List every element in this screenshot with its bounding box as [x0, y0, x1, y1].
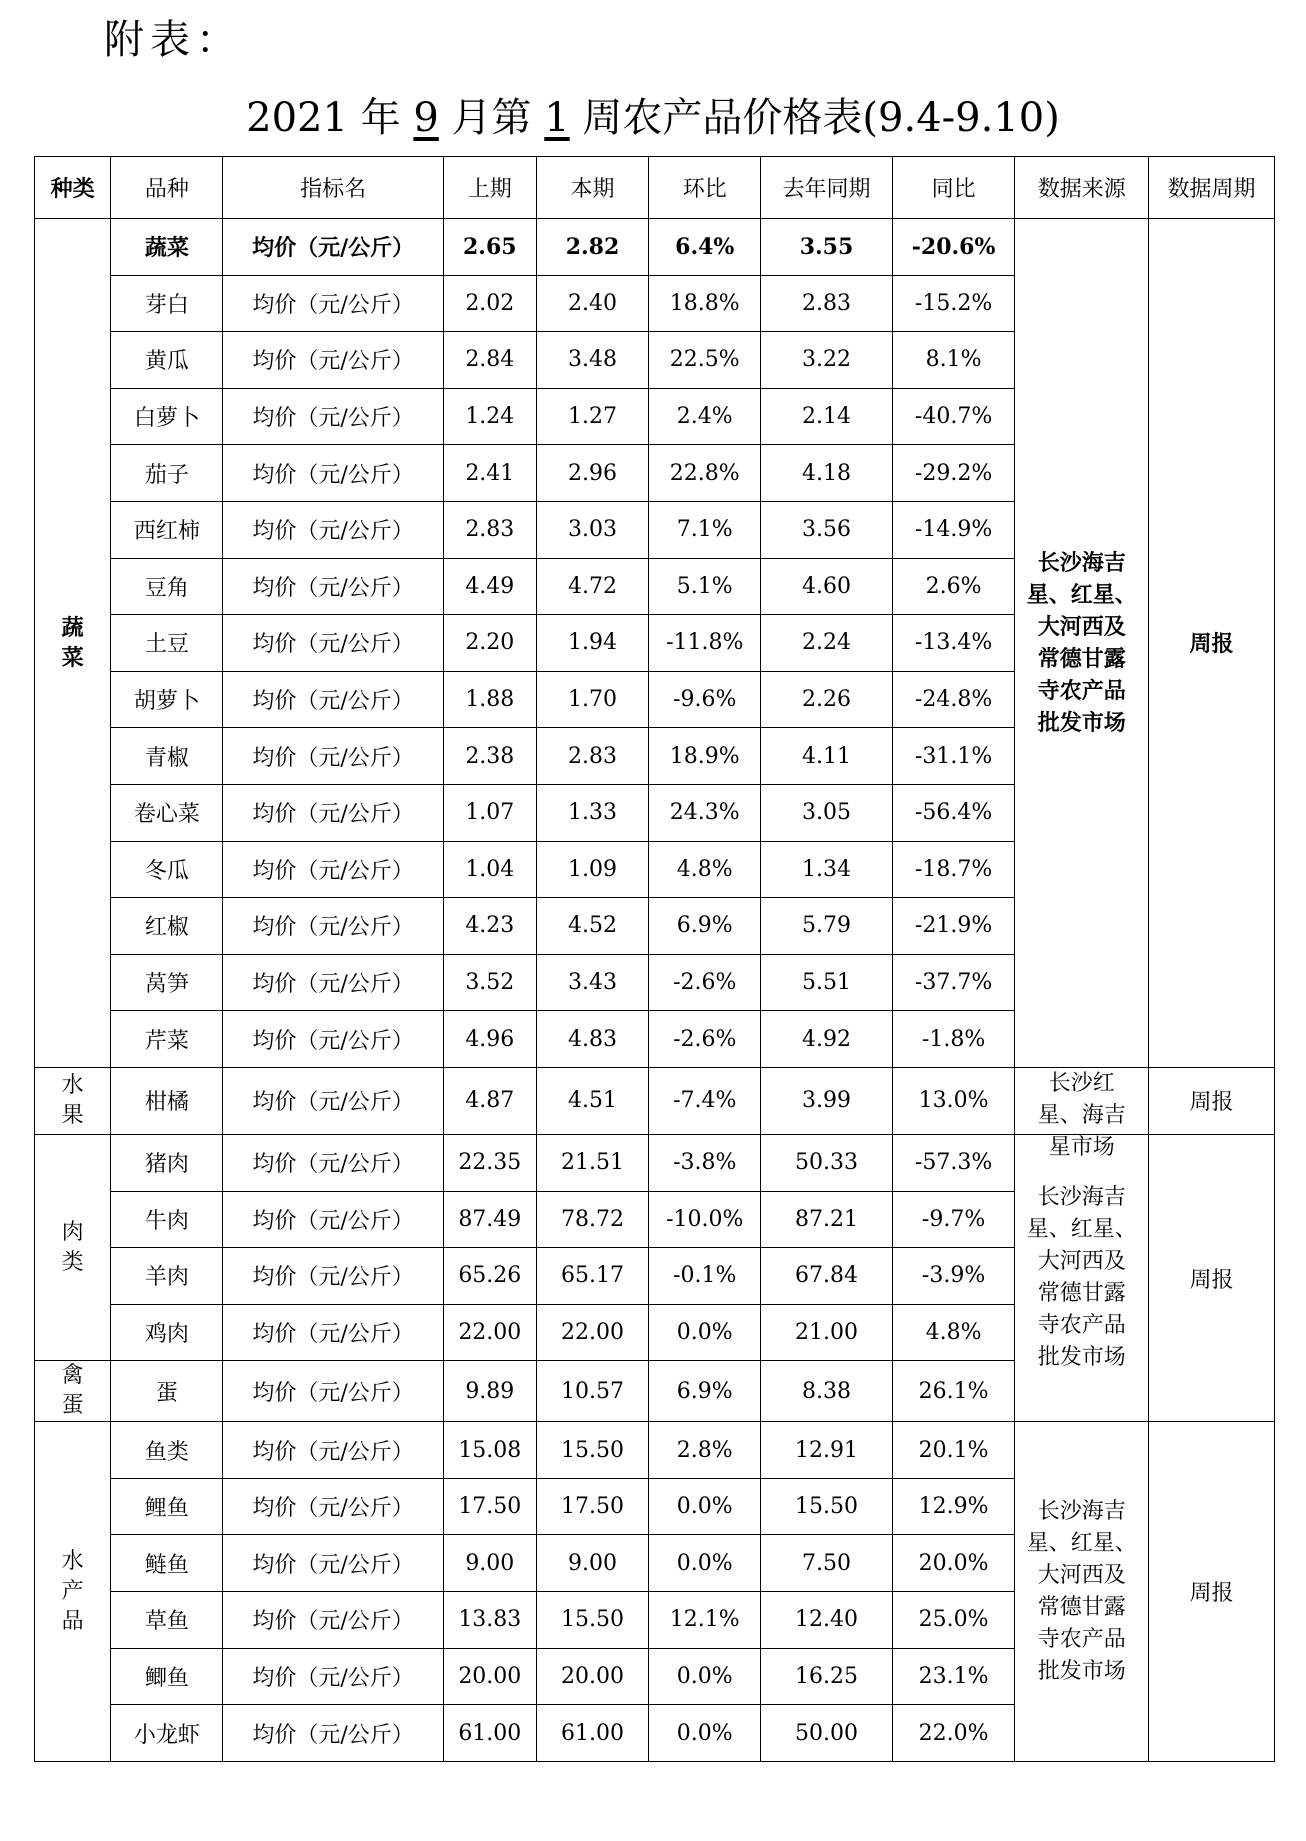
yoy-change: -15.2% — [892, 275, 1015, 332]
previous-price: 2.83 — [443, 501, 536, 558]
header-variety: 品种 — [111, 157, 223, 219]
price-table — [34, 156, 1275, 1762]
previous-price: 1.04 — [443, 841, 536, 898]
current-price: 1.70 — [536, 671, 648, 728]
yoy-change: -20.6% — [892, 219, 1015, 276]
category-cell — [35, 1134, 111, 1360]
last-year-price: 50.00 — [761, 1705, 892, 1762]
last-year-price: 12.40 — [761, 1592, 892, 1649]
source-line: 寺农产品 — [1037, 1626, 1126, 1652]
current-price: 15.50 — [536, 1592, 648, 1649]
mom-change: -0.1% — [649, 1248, 761, 1305]
yoy-change: 8.1% — [892, 332, 1015, 389]
yoy-change: 20.0% — [892, 1535, 1015, 1592]
category-cell — [35, 1067, 111, 1134]
previous-price: 13.83 — [443, 1592, 536, 1649]
mom-change: 0.0% — [649, 1705, 761, 1762]
previous-price: 20.00 — [443, 1648, 536, 1705]
table-row — [35, 219, 1275, 276]
source-line: 常德甘露 — [1037, 1281, 1126, 1307]
last-year-price: 3.99 — [761, 1067, 892, 1134]
previous-price: 1.24 — [443, 388, 536, 445]
yoy-change: -37.7% — [892, 954, 1015, 1011]
variety-cell: 小龙虾 — [111, 1705, 223, 1762]
yoy-change: -13.4% — [892, 615, 1015, 672]
period-cell: 周报 — [1148, 1134, 1274, 1421]
indicator-cell: 均价（元/公斤） — [223, 1422, 443, 1479]
previous-price: 2.41 — [443, 445, 536, 502]
mom-change: 5.1% — [649, 558, 761, 615]
previous-price: 4.49 — [443, 558, 536, 615]
source-line: 大河西及 — [1037, 613, 1126, 640]
indicator-cell: 均价（元/公斤） — [223, 388, 443, 445]
last-year-price: 7.50 — [761, 1535, 892, 1592]
previous-price: 2.38 — [443, 728, 536, 785]
header-source: 数据来源 — [1015, 157, 1148, 219]
variety-cell: 鱼类 — [111, 1422, 223, 1479]
source-line: 常德甘露 — [1037, 1594, 1126, 1620]
last-year-price: 4.11 — [761, 728, 892, 785]
variety-cell: 茄子 — [111, 445, 223, 502]
current-price: 4.83 — [536, 1011, 648, 1068]
variety-cell: 豆角 — [111, 558, 223, 615]
last-year-price: 3.56 — [761, 501, 892, 558]
current-price: 9.00 — [536, 1535, 648, 1592]
indicator-cell: 均价（元/公斤） — [223, 841, 443, 898]
previous-price: 1.88 — [443, 671, 536, 728]
previous-price: 9.00 — [443, 1535, 536, 1592]
variety-cell: 蔬菜 — [111, 219, 223, 276]
yoy-change: -24.8% — [892, 671, 1015, 728]
mom-change: -11.8% — [649, 615, 761, 672]
yoy-change: -29.2% — [892, 445, 1015, 502]
current-price: 21.51 — [536, 1134, 648, 1191]
previous-price: 61.00 — [443, 1705, 536, 1762]
previous-price: 22.35 — [443, 1134, 536, 1191]
yoy-change: -56.4% — [892, 784, 1015, 841]
previous-price: 22.00 — [443, 1304, 536, 1361]
mom-change: 2.4% — [649, 388, 761, 445]
period-cell: 周报 — [1148, 1422, 1274, 1762]
variety-cell: 莴笋 — [111, 954, 223, 1011]
mom-change: 6.9% — [649, 898, 761, 955]
category-char: 类 — [61, 1249, 84, 1275]
header-current: 本期 — [536, 157, 648, 219]
last-year-price: 2.26 — [761, 671, 892, 728]
source-line: 长沙海吉 — [1037, 1185, 1126, 1211]
current-price: 22.00 — [536, 1304, 648, 1361]
page-title — [0, 86, 1306, 143]
yoy-change: 25.0% — [892, 1592, 1015, 1649]
title-mid: 月第 — [438, 95, 545, 141]
variety-cell: 青椒 — [111, 728, 223, 785]
source-line: 批发市场 — [1037, 709, 1126, 736]
current-price: 2.82 — [536, 219, 648, 276]
category-char: 水 — [61, 1548, 84, 1574]
source-line: 星、红星、 — [1026, 1217, 1137, 1243]
last-year-price: 3.05 — [761, 784, 892, 841]
category-cell — [35, 219, 111, 1068]
variety-cell: 柑橘 — [111, 1067, 223, 1134]
indicator-cell: 均价（元/公斤） — [223, 1648, 443, 1705]
header-period: 数据周期 — [1148, 157, 1274, 219]
current-price: 3.48 — [536, 332, 648, 389]
previous-price: 4.23 — [443, 898, 536, 955]
category-char: 禽 — [61, 1363, 84, 1389]
indicator-cell: 均价（元/公斤） — [223, 1011, 443, 1068]
indicator-cell: 均价（元/公斤） — [223, 1248, 443, 1305]
current-price: 2.83 — [536, 728, 648, 785]
previous-price: 2.02 — [443, 275, 536, 332]
source-cell — [1015, 1134, 1148, 1421]
last-year-price: 2.83 — [761, 275, 892, 332]
indicator-cell: 均价（元/公斤） — [223, 275, 443, 332]
indicator-cell: 均价（元/公斤） — [223, 1592, 443, 1649]
last-year-price: 8.38 — [761, 1361, 892, 1422]
current-price: 2.96 — [536, 445, 648, 502]
current-price: 17.50 — [536, 1478, 648, 1535]
mom-change: 12.1% — [649, 1592, 761, 1649]
variety-cell: 黄瓜 — [111, 332, 223, 389]
variety-cell: 芽白 — [111, 275, 223, 332]
previous-price: 15.08 — [443, 1422, 536, 1479]
source-line: 批发市场 — [1037, 1345, 1126, 1371]
last-year-price: 2.14 — [761, 388, 892, 445]
indicator-cell: 均价（元/公斤） — [223, 1191, 443, 1248]
source-line: 大河西及 — [1037, 1562, 1126, 1588]
mom-change: 0.0% — [649, 1304, 761, 1361]
category-char: 菜 — [61, 644, 84, 671]
mom-change: -2.6% — [649, 954, 761, 1011]
mom-change: 6.4% — [649, 219, 761, 276]
title-month: 9 — [413, 95, 439, 141]
table-body — [35, 219, 1275, 1762]
title-prefix: 2021 年 — [246, 95, 414, 141]
source-cell — [1015, 1067, 1148, 1160]
header-last-year: 去年同期 — [761, 157, 892, 219]
source-line: 大河西及 — [1037, 1249, 1126, 1275]
previous-price: 4.96 — [443, 1011, 536, 1068]
source-line: 星市场 — [1048, 1134, 1115, 1160]
last-year-price: 4.60 — [761, 558, 892, 615]
last-year-price: 15.50 — [761, 1478, 892, 1535]
source-line: 星、红星、 — [1026, 581, 1137, 608]
source-line: 长沙海吉 — [1037, 1498, 1126, 1524]
mom-change: -7.4% — [649, 1067, 761, 1134]
variety-cell: 西红柿 — [111, 501, 223, 558]
variety-cell: 猪肉 — [111, 1134, 223, 1191]
yoy-change: -1.8% — [892, 1011, 1015, 1068]
variety-cell: 土豆 — [111, 615, 223, 672]
header-indicator: 指标名 — [223, 157, 443, 219]
source-cell — [1015, 219, 1148, 1068]
last-year-price: 4.18 — [761, 445, 892, 502]
yoy-change: 2.6% — [892, 558, 1015, 615]
mom-change: 4.8% — [649, 841, 761, 898]
last-year-price: 67.84 — [761, 1248, 892, 1305]
header-mom: 环比 — [649, 157, 761, 219]
last-year-price: 5.79 — [761, 898, 892, 955]
table-row — [35, 1422, 1275, 1479]
indicator-cell: 均价（元/公斤） — [223, 1134, 443, 1191]
last-year-price: 16.25 — [761, 1648, 892, 1705]
variety-cell: 胡萝卜 — [111, 671, 223, 728]
yoy-change: 20.1% — [892, 1422, 1015, 1479]
current-price: 65.17 — [536, 1248, 648, 1305]
category-char: 品 — [61, 1608, 84, 1634]
variety-cell: 鸡肉 — [111, 1304, 223, 1361]
last-year-price: 3.22 — [761, 332, 892, 389]
previous-price: 87.49 — [443, 1191, 536, 1248]
last-year-price: 2.24 — [761, 615, 892, 672]
header-yoy: 同比 — [892, 157, 1015, 219]
source-text — [1015, 547, 1147, 739]
mom-change: 22.8% — [649, 445, 761, 502]
variety-cell: 牛肉 — [111, 1191, 223, 1248]
mom-change: 6.9% — [649, 1361, 761, 1422]
variety-cell: 红椒 — [111, 898, 223, 955]
current-price: 4.51 — [536, 1067, 648, 1134]
title-week: 1 — [544, 95, 570, 141]
source-text — [1015, 1496, 1147, 1688]
previous-price: 4.87 — [443, 1067, 536, 1134]
mom-change: 0.0% — [649, 1478, 761, 1535]
indicator-cell: 均价（元/公斤） — [223, 445, 443, 502]
previous-price: 65.26 — [443, 1248, 536, 1305]
current-price: 15.50 — [536, 1422, 648, 1479]
current-price: 20.00 — [536, 1648, 648, 1705]
indicator-cell: 均价（元/公斤） — [223, 898, 443, 955]
indicator-cell: 均价（元/公斤） — [223, 784, 443, 841]
last-year-price: 50.33 — [761, 1134, 892, 1191]
category-char: 蛋 — [61, 1393, 84, 1419]
variety-cell: 鲢鱼 — [111, 1535, 223, 1592]
indicator-cell: 均价（元/公斤） — [223, 728, 443, 785]
period-cell: 周报 — [1148, 1067, 1274, 1134]
indicator-cell: 均价（元/公斤） — [223, 1067, 443, 1134]
last-year-price: 1.34 — [761, 841, 892, 898]
mom-change: -9.6% — [649, 671, 761, 728]
variety-cell: 草鱼 — [111, 1592, 223, 1649]
yoy-change: 4.8% — [892, 1304, 1015, 1361]
last-year-price: 3.55 — [761, 219, 892, 276]
current-price: 10.57 — [536, 1361, 648, 1422]
previous-price: 17.50 — [443, 1478, 536, 1535]
variety-cell: 鲤鱼 — [111, 1478, 223, 1535]
last-year-price: 87.21 — [761, 1191, 892, 1248]
source-cell — [1015, 1422, 1148, 1762]
mom-change: -3.8% — [649, 1134, 761, 1191]
variety-cell: 羊肉 — [111, 1248, 223, 1305]
source-text — [1015, 1068, 1147, 1160]
category-char: 果 — [61, 1102, 84, 1128]
yoy-change: -9.7% — [892, 1191, 1015, 1248]
mom-change: 24.3% — [649, 784, 761, 841]
current-price: 1.27 — [536, 388, 648, 445]
indicator-cell: 均价（元/公斤） — [223, 615, 443, 672]
indicator-cell: 均价（元/公斤） — [223, 332, 443, 389]
previous-price: 2.20 — [443, 615, 536, 672]
source-line: 长沙红 — [1048, 1070, 1115, 1096]
yoy-change: -57.3% — [892, 1134, 1015, 1191]
indicator-cell: 均价（元/公斤） — [223, 1478, 443, 1535]
indicator-cell: 均价（元/公斤） — [223, 671, 443, 728]
yoy-change: -40.7% — [892, 388, 1015, 445]
source-line: 长沙海吉 — [1037, 549, 1126, 576]
current-price: 1.33 — [536, 784, 648, 841]
indicator-cell: 均价（元/公斤） — [223, 558, 443, 615]
source-line: 批发市场 — [1037, 1658, 1126, 1684]
mom-change: -10.0% — [649, 1191, 761, 1248]
category-char: 肉 — [61, 1219, 84, 1245]
current-price: 1.09 — [536, 841, 648, 898]
source-line: 星、海吉 — [1037, 1102, 1126, 1128]
previous-price: 3.52 — [443, 954, 536, 1011]
header-row — [35, 157, 1275, 219]
variety-cell: 白萝卜 — [111, 388, 223, 445]
current-price: 61.00 — [536, 1705, 648, 1762]
source-line: 寺农产品 — [1037, 677, 1126, 704]
variety-cell: 鲫鱼 — [111, 1648, 223, 1705]
category-char: 产 — [61, 1578, 84, 1604]
attachment-label: 附表： — [104, 17, 242, 63]
current-price: 4.52 — [536, 898, 648, 955]
mom-change: 18.8% — [649, 275, 761, 332]
mom-change: 7.1% — [649, 501, 761, 558]
category-char: 水 — [61, 1072, 84, 1098]
current-price: 4.72 — [536, 558, 648, 615]
indicator-cell: 均价（元/公斤） — [223, 1304, 443, 1361]
current-price: 3.03 — [536, 501, 648, 558]
variety-cell: 冬瓜 — [111, 841, 223, 898]
previous-price: 2.65 — [443, 219, 536, 276]
yoy-change: -18.7% — [892, 841, 1015, 898]
yoy-change: 12.9% — [892, 1478, 1015, 1535]
category-cell — [35, 1361, 111, 1422]
previous-price: 9.89 — [443, 1361, 536, 1422]
indicator-cell: 均价（元/公斤） — [223, 1705, 443, 1762]
yoy-change: 22.0% — [892, 1705, 1015, 1762]
yoy-change: -14.9% — [892, 501, 1015, 558]
last-year-price: 12.91 — [761, 1422, 892, 1479]
yoy-change: -31.1% — [892, 728, 1015, 785]
indicator-cell: 均价（元/公斤） — [223, 1535, 443, 1592]
yoy-change: -3.9% — [892, 1248, 1015, 1305]
mom-change: 18.9% — [649, 728, 761, 785]
variety-cell: 蛋 — [111, 1361, 223, 1422]
variety-cell: 卷心菜 — [111, 784, 223, 841]
current-price: 3.43 — [536, 954, 648, 1011]
last-year-price: 5.51 — [761, 954, 892, 1011]
mom-change: -2.6% — [649, 1011, 761, 1068]
yoy-change: 26.1% — [892, 1361, 1015, 1422]
category-cell — [35, 1422, 111, 1762]
last-year-price: 21.00 — [761, 1304, 892, 1361]
variety-cell: 芹菜 — [111, 1011, 223, 1068]
current-price: 78.72 — [536, 1191, 648, 1248]
previous-price: 2.84 — [443, 332, 536, 389]
previous-price: 1.07 — [443, 784, 536, 841]
source-line: 星、红星、 — [1026, 1530, 1137, 1556]
mom-change: 2.8% — [649, 1422, 761, 1479]
indicator-cell: 均价（元/公斤） — [223, 219, 443, 276]
table-row — [35, 1067, 1275, 1134]
indicator-cell: 均价（元/公斤） — [223, 954, 443, 1011]
current-price: 2.40 — [536, 275, 648, 332]
header-category: 种类 — [35, 157, 111, 219]
period-cell: 周报 — [1148, 219, 1274, 1068]
yoy-change: 23.1% — [892, 1648, 1015, 1705]
yoy-change: 13.0% — [892, 1067, 1015, 1134]
header-previous: 上期 — [443, 157, 536, 219]
title-suffix: 周农产品价格表(9.4-9.10) — [569, 95, 1060, 141]
current-price: 1.94 — [536, 615, 648, 672]
last-year-price: 4.92 — [761, 1011, 892, 1068]
mom-change: 0.0% — [649, 1648, 761, 1705]
source-text — [1015, 1182, 1147, 1374]
indicator-cell: 均价（元/公斤） — [223, 1361, 443, 1422]
mom-change: 22.5% — [649, 332, 761, 389]
source-line: 常德甘露 — [1037, 645, 1126, 672]
category-char: 蔬 — [61, 614, 84, 641]
mom-change: 0.0% — [649, 1535, 761, 1592]
source-line: 寺农产品 — [1037, 1313, 1126, 1339]
indicator-cell: 均价（元/公斤） — [223, 501, 443, 558]
yoy-change: -21.9% — [892, 898, 1015, 955]
